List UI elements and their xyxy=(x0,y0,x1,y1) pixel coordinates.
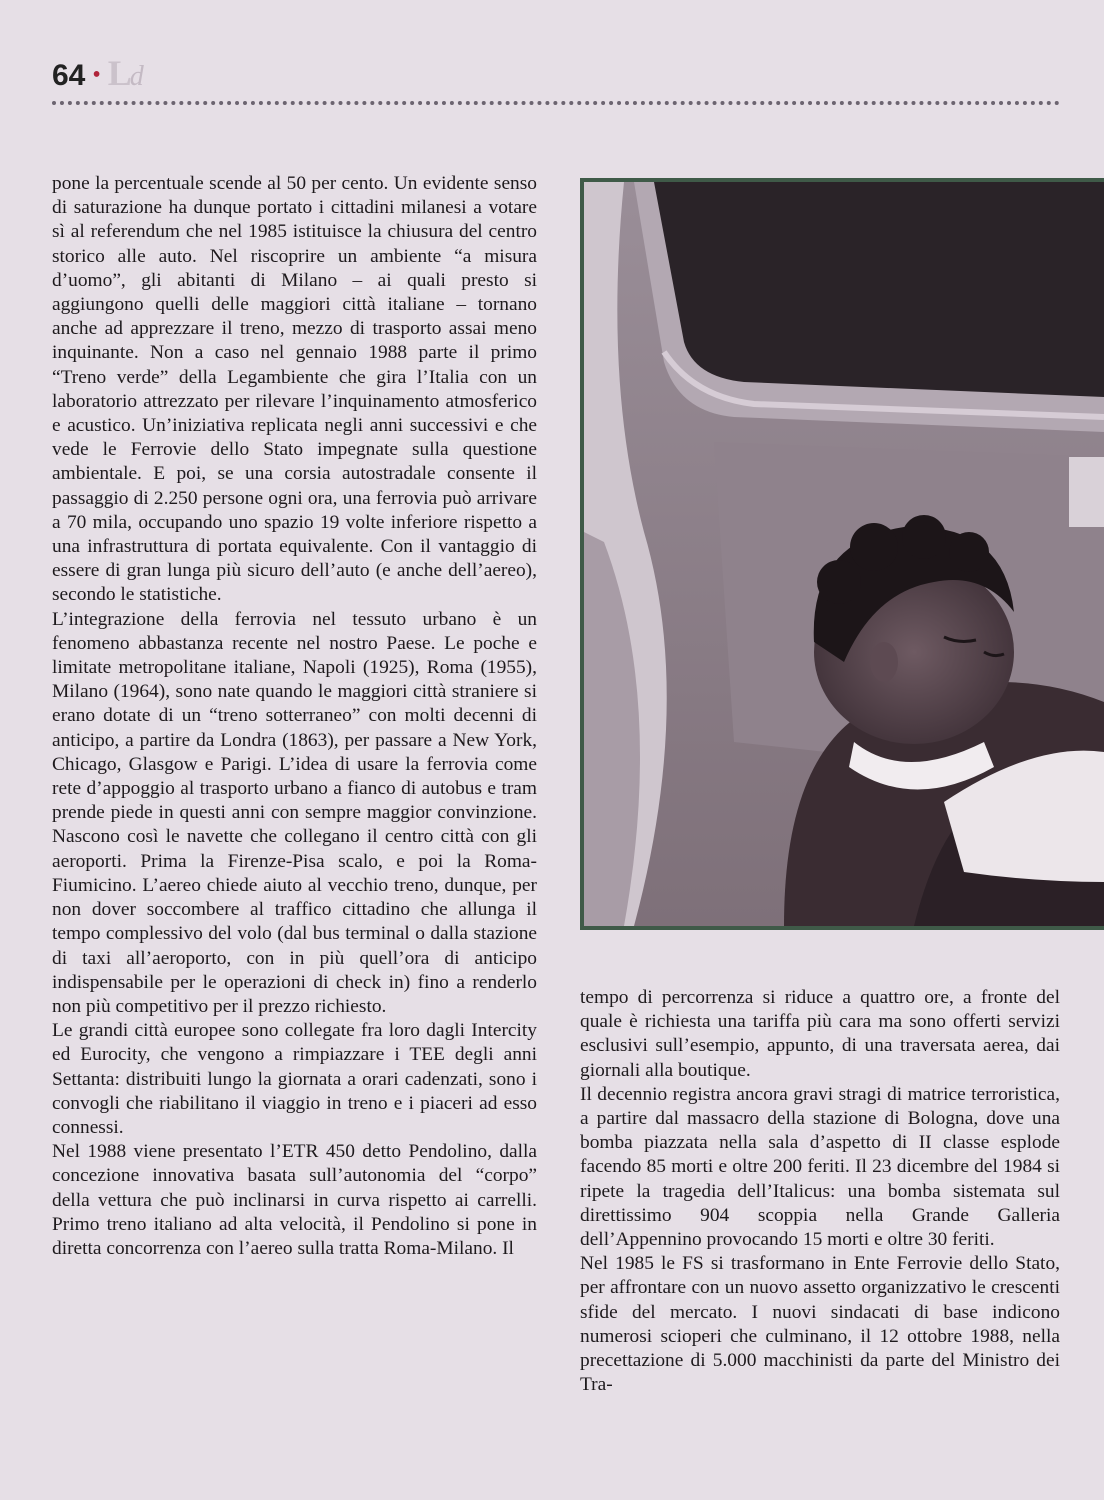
logo-small-letter: d xyxy=(129,61,142,92)
photo-sleeping-child-on-train xyxy=(580,178,1104,930)
paragraph: Le grandi città europee sono collegate fra loro dagli Intercity ed Eurocity, che vengono a rimpiazzare i TEE degli anni Settanta: distribuiti lungo la giornata a orari cadenzati, sono i convogli che riabilitano il viaggio in treno e i piaceri ad esso connessi. xyxy=(52,1020,537,1138)
photo-illustration xyxy=(584,182,1104,926)
page-number: 64 xyxy=(52,59,86,92)
paragraph: pone la percentuale scende al 50 per cento. Un evidente senso di saturazione ha dunque portato i cittadini milanesi a votare sì al referendum che nel 1985 istituisce la chiusura del centro storico alle auto. Nel riscoprire un ambiente “a misura d’uomo”, gli abitanti di Milano – ai quali presto si aggiungono quelli delle maggiori città italiane – tornano anche ad apprezzare il treno, mezzo di trasporto assai meno inquinante. Non a caso nel gennaio 1988 parte il primo “Treno verde” della Legambiente che gira l’Italia con un laboratorio attrezzato per rilevare l’inquinamento atmosferico e acustico. Un’iniziativa replicata negli anni successivi e che vede le Ferrovie dello Stato impegnate sulla questione ambientale. E poi, se una corsia autostradale consente il passaggio di 2.250 persone ogni ora, una ferrovia può arrivare a 70 mila, occupando uno spazio 19 volte inferiore rispetto a una infrastruttura di portata equivalente. Con il vantaggio di essere di gran lunga più sicuro dell’auto (e anche dell’aereo), secondo le statistiche. xyxy=(52,173,537,606)
article-column-right xyxy=(580,986,1060,1397)
logo-main-letter: L xyxy=(107,53,130,93)
paragraph: Nel 1985 le FS si trasformano in Ente Ferrovie dello Stato, per affrontare con un nuovo assetto organizzativo le crescenti sfide del mercato. I nuovi sindacati di base indicono numerosi scioperi che culminano, il 12 ottobre 1988, nella precettazione di 5.000 macchinisti da parte del Ministro dei Tra- xyxy=(580,1253,1060,1396)
magazine-logo xyxy=(108,52,142,94)
page-header xyxy=(52,52,142,94)
article-column-left xyxy=(52,172,537,1261)
paragraph: tempo di percorrenza si riduce a quattro ore, a fronte del quale è richiesta una tariffa più cara ma sono offerti servizi esclusivi sull’esempio, appunto, di una traversata aerea, dai giornali alla boutique. xyxy=(580,987,1060,1081)
bullet-separator: • xyxy=(92,62,101,88)
paragraph: Il decennio registra ancora gravi stragi di matrice terroristica, a partire dal massacro della stazione di Bologna, dove una bomba piazzata nella sala d’aspetto di II classe esplode facendo 85 morti e oltre 200 feriti. Il 23 dicembre del 1984 si ripete la tragedia dell’Italicus: una bomba sistemata sul direttissimo 904 scoppia nella Grande Galleria dell’Appennino provocando 15 morti e oltre 30 feriti. xyxy=(580,1083,1060,1251)
header-dotted-rule xyxy=(52,101,1060,105)
paragraph: L’integrazione della ferrovia nel tessuto urbano è un fenomeno abbastanza recente nel nostro Paese. Le poche e limitate metropolitane italiane, Napoli (1925), Roma (1955), Milano (1964), sono nate quando le maggiori città straniere si erano dotate di un “treno sotterraneo” con molti decenni di anticipo, a partire da Londra (1863), per passare a New York, Chicago, Glasgow e Parigi. L’idea di usare la ferrovia come rete d’appoggio al trasporto urbano a fianco di autobus e tram prende piede in questi anni con sempre maggior convinzione. Nascono così le navette che collegano il centro città con gli aeroporti. Prima la Firenze-Pisa scalo, e poi la Roma-Fiumicino. L’aereo chiede aiuto al vecchio treno, dunque, per non dover soccombere al traffico cittadino che allunga il tempo complessivo del volo (dal bus terminal o dalla stazione di taxi all’aeroporto, con in più quell’ora di anticipo indispensabile per le operazioni di check in) fino a renderlo non più competitivo per il prezzo richiesto. xyxy=(52,608,537,1017)
paragraph: Nel 1988 viene presentato l’ETR 450 detto Pendolino, dalla concezione innovativa basata sull’autonomia del “corpo” della vettura che può inclinarsi in curva rispetto ai carrelli. Primo treno italiano ad alta velocità, il Pendolino si pone in diretta concorrenza con l’aereo sulla tratta Roma-Milano. Il xyxy=(52,1141,537,1259)
